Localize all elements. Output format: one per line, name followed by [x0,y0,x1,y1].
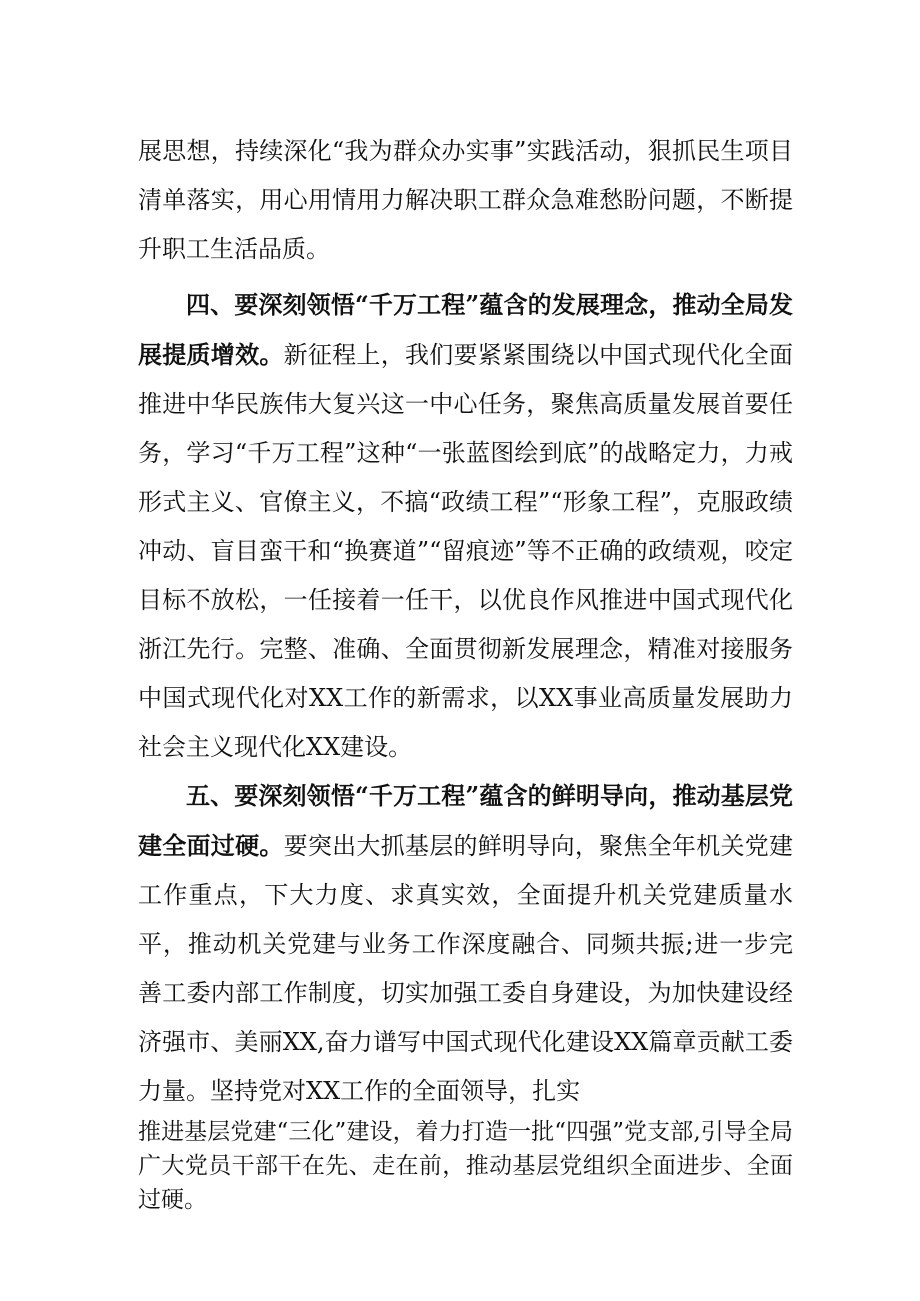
section-five-paragraph [138,771,793,1116]
section-five-heading: 五、要深刻领悟“千万工程”蕴含的鲜明导向，推动基层党建全面过硬。 [138,781,793,860]
section-four-paragraph [138,280,793,772]
paragraph-tail: 推进基层党建“三化”建设，着力打造一批“四强”党支部,引导全局广大党员干部干在先、走在前，推动基层党组织全面进步、全面过硬。 [138,1119,793,1213]
section-five-body: 要突出大抓基层的鲜明导向，聚焦全年机关党建工作重点，下大力度、求真实效，全面提升机关党建质量水平，推动机关党建与业务工作深度融合、同频共振;进一步完善工委内部工作制度，切实加强工委自身建设，为加快建设经济强市、美丽XX,奋力谱写中国式现代化建设XX篇章贡献工委力量。坚持党对XX工作的全面领导，扎实 [138,832,794,1105]
section-four-body: 新征程上，我们要紧紧围绕以中国式现代化全面推进中华民族伟大复兴这一中心任务，聚焦高质量发展首要任务，学习“千万工程”这种“一张蓝图绘到底”的战略定力，力戒形式主义、官僚主义，不搞“政绩工程”“形象工程”，克服政绩冲动、盲目蛮干和“换赛道”“留痕迹”等不正确的政绩观，咬定目标不放松，一任接着一任干，以优良作风推进中国式现代化浙江先行。完整、准确、全面贯彻新发展理念，精准对接服务中国式现代化对XX工作的新需求，以XX事业高质量发展助力社会主义现代化XX建设。 [138,341,794,761]
section-four-heading: 四、要深刻领悟“千万工程”蕴含的发展理念，推动全局发展提质增效。 [138,290,793,369]
paragraph-continuation: 展思想，持续深化“我为群众办实事”实践活动，狠抓民生项目清单落实，用心用情用力解决职工群众急难愁盼问题，不断提升职工生活品质。 [138,137,793,263]
